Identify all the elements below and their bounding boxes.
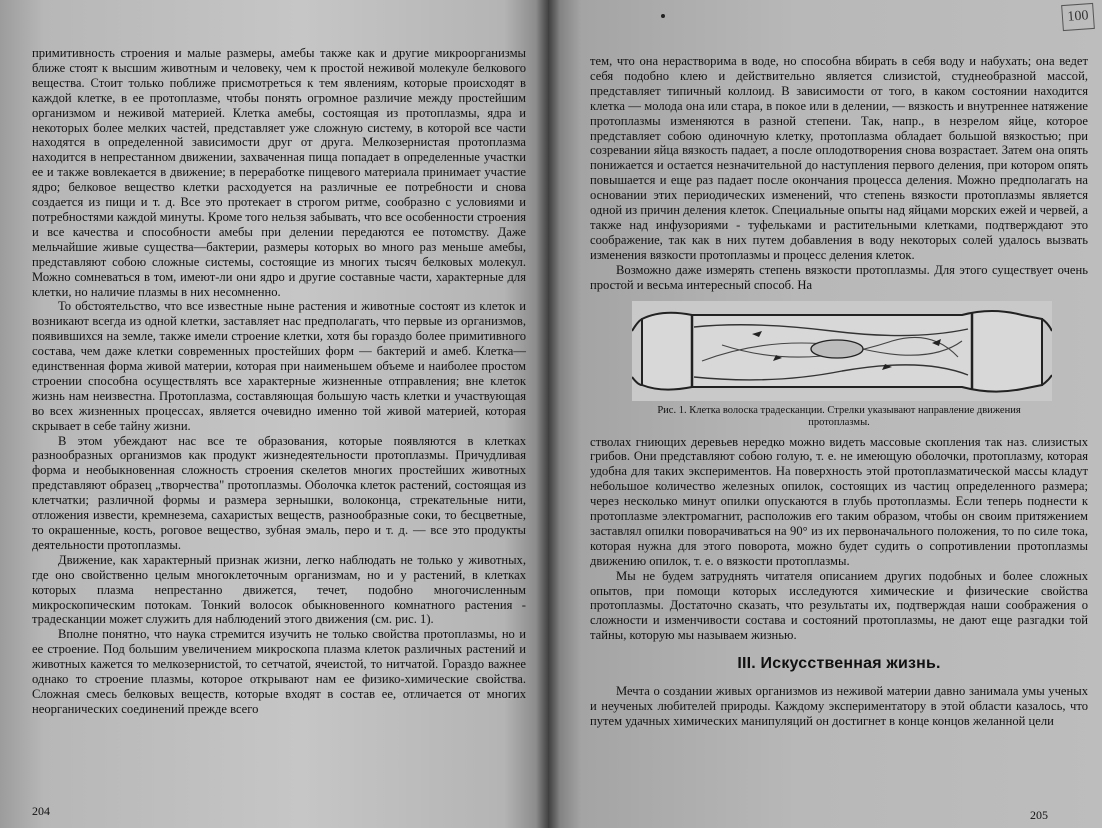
handwritten-stamp: 100	[1061, 3, 1095, 31]
paragraph: примитивность строения и малые размеры, амебы также как и другие микроорганизмы ближе стоят к высшим животным и человеку, чем к простой неживой молекуле белкового вещества. Стоит только поближе присмотреться к тем явлениям, которые происходят в каждой клетке, в ее протоплазме, чтобы понять огромное различие между простейшим организмом и неживой материей. Клетка амебы, состоящая из протоплазмы, ядра и некоторых более мелких частей, представляет уже сложную систему, в которой все части находятся в определенной зависимости друг от друга. Мелкозернистая протоплазма находится в непрестанном движении, захваченная пища попадает в определенные участки ее и также вовлекается в движение; в переработке пищевого материала принимает участие ядро; белковое вещество клетки расходуется на различные ее потребности и снова создается из пищи и т. д. Все это протекает в строгом ритме, сообразно с условиями и потребностями каждой минуты. Кроме того нельзя забывать, что все особенности строения и все качества и способности амебы при делении передаются ее потомству. Даже мельчайшие живые существа—бактерии, размеры которых во много раз меньше амебы, представляют собою сложные системы, состоящие из многих тысяч белковых молекул. Можно сомневаться в том, имеют-ли они ядро и другие составные части, характерные для клетки, но наличие плазмы в них несомненно.	[32, 46, 526, 299]
section-heading: III. Искусственная жизнь.	[737, 655, 941, 673]
page-number-left: 204	[32, 804, 50, 818]
cell-illustration	[632, 301, 1052, 401]
right-page-text	[590, 54, 1088, 729]
figure-caption: Рис. 1. Клетка волоска традесканции. Стрелки указывают направление движения протоплазмы.	[657, 404, 1021, 428]
paragraph: тем, что она нерастворима в воде, но способна вбирать в себя воду и набухать; она ведет себя подобно клею и действительно является слизистой, студнеобразной массой, представляет типичный коллоид. В зависимости от того, в каком состоянии находится клетка — молода она или стара, в покое или в делении, — вязкость и внутреннее натяжение протоплазмы изменяются в разной степени. Так, напр., в незрелом яйце, которое представляет собою одиночную клетку, протоплазма обладает большой вязкостью; при созревании яйца вязкость падает, а после оплодотворения снова возрастает. Затем она опять понижается и остается незначительной до наступления первого деления, при котором опять повышается и еще раз падает после окончания процесса деления. Можно предполагать на основании этих периодических изменений, что степень вязкости протоплазмы является одной из причин деления клеток. Специальные опыты над яйцами морских ежей и червей, а также над инфузориями - туфельками и растительными клетками, подтверждают это соображение, так как в них путем добавления в воду некоторых солей удалось вызвать изменения вязкости протоплазмы и процесс деления клеток.	[590, 54, 1088, 262]
paragraph: В этом убеждают нас все те образования, которые появляются в клетках разнообразных организмов как продукт жизнедеятельности протоплазмы. Причудливая форма и необыкновенная сложность строения скелетов многих простейших животных представляют образец „творчества" протоплазмы. Оболочка клеток растений, состоящая из клетчатки; различной формы и размера зернышки, волоконца, стрекательные нити, отложения извести, кремнезема, сахаристых веществ, разнообразные соки, то бесцветные, то окрашенные, кость, роговое вещество, зубная эмаль, перо и т. д. — все это продукты деятельности протоплазмы.	[32, 433, 526, 552]
paragraph: Возможно даже измерять степень вязкости протоплазмы. Для этого существует очень простой и весьма интересный способ. На	[590, 262, 1088, 292]
paragraph: Мы не будем затруднять читателя описанием других подобных и более сложных опытов, при помощи которых исследуются химические и физические свойства протоплазмы. Достаточно сказать, что результаты их, подтверждая наши соображения о сложности и изменчивости состава и состояний протоплазмы, не дают еще разгадки той тайны, которую мы называем жизнью.	[590, 568, 1088, 643]
book-gutter	[536, 0, 560, 828]
left-page	[0, 0, 548, 828]
figure-tradescantia-cell	[632, 301, 1052, 403]
paragraph: Движение, как характерный признак жизни, легко наблюдать не только у животных, где оно свойственно целым многоклеточным организмам, но и у растений, в клетках которых плазма непрестанно движется, течет, подобно многочисленным микроскопическим потокам. Тонкий волосок обыкновенного комнатного растения - традесканции может служить для наблюдений этого движения (см. рис. 1).	[32, 552, 526, 627]
right-page	[548, 0, 1102, 828]
page-number-right: 205	[1030, 808, 1048, 822]
paragraph: стволах гниющих деревьев нередко можно видеть массовые скопления так наз. слизистых грибов. Они представляют собою голую, т. е. не имеющую оболочки, протоплазму, которая удобна для таких экспериментов. На поверхность этой протоплазматической массы кладут небольшое количество железных опилок, состоящих из частиц определенного размера; через несколько минут опилки опускаются в глубь протоплазмы. Если теперь поднести к протоплазме электромагнит, расположив его таким образом, чтобы он своим притяжением заставлял опилки поворачиваться на 90° из их первоначального положения, то по силе тока, которая нужна для этого поворота, можно будет судить о сопротивлении протоплазмы движению опилок, т. е. о вязкости протоплазмы.	[590, 434, 1088, 568]
paragraph: Вполне понятно, что наука стремится изучить не только свойства протоплазмы, но и ее строение. Под большим увеличением микроскопа плазма клеток различных растений и животных кажется то мелкозернистой, то сетчатой, ячеистой, то нитчатой. Гораздо важнее однако то строение плазмы, которое открывают нам ее физико-химические свойства. Сложная смесь белковых веществ, которые входят в состав ее, отличается от многих неорганических соединений прежде всего	[32, 627, 526, 716]
left-page-text	[32, 46, 526, 717]
paragraph: То обстоятельство, что все известные ныне растения и животные состоят из клеток и возникают всегда из одной клетки, заставляет нас предполагать, что первые из организмов, появившихся на земле, также имели строение клетки, хотя бы гораздо более примитивного состава, чем даже клетки современных простейших форм — бактерий и амеб. Клетка—единственная форма живой материи, которая при наименьшем объеме и наиболее простом строении способна осуществлять все характерные жизненные отправления; вне клеток жизнь нам неизвестна. Протоплазма, составляющая большую часть клетки и участвующая во всех жизненных процессах, является очевидно именно той живой материей, которая скрывает в себе тайну жизни.	[32, 299, 526, 433]
print-mark	[661, 14, 665, 18]
paragraph: Мечта о создании живых организмов из неживой материи давно занимала умы ученых и неученых любителей природы. Каждому экспериментатору в этой области казалось, что путем удачных химических манипуляций он достигнет в конце концов желанной цели	[590, 684, 1088, 728]
